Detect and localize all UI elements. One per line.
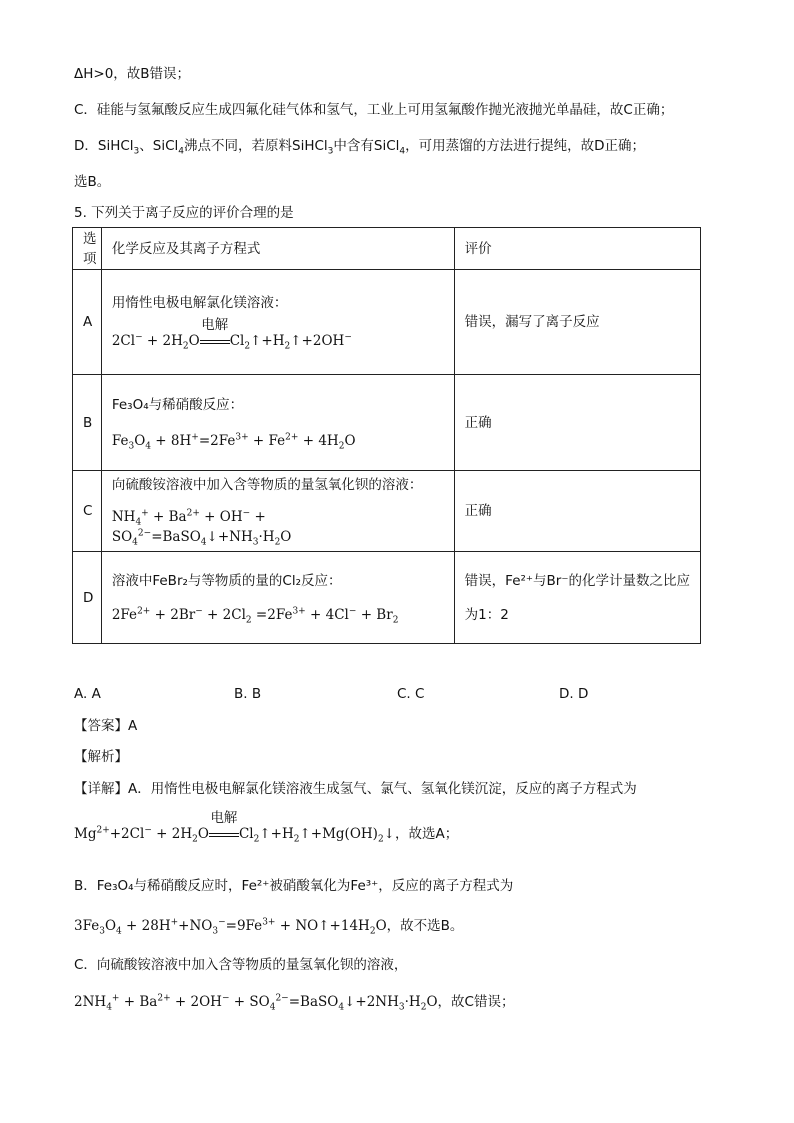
reaction-equation: $NH_4^+ + Ba^{2+} + OH^-$ + $SO_4^{2-}=BaSO_4↓+NH_3\cdot H_2O$ bbox=[111, 508, 292, 548]
intro-line-1: ΔH>0，故B错误； bbox=[74, 66, 191, 82]
row-evaluation: 错误，Fe²⁺与Br⁻的化学计量数之比应为1：2 bbox=[454, 552, 700, 644]
reaction-equation: $2Cl^- + 2H_2O$ 电解 $Cl_2↑+H_2↑+2OH^-$ bbox=[111, 317, 352, 352]
row-reaction bbox=[101, 471, 454, 552]
table-row bbox=[73, 270, 701, 375]
row-evaluation: 正确 bbox=[454, 471, 700, 552]
reaction-equation: $Fe_3O_4 + 8H^+=2Fe^{3+} + Fe^{2+} + 4H_2O$ bbox=[111, 432, 356, 452]
row-reaction bbox=[101, 375, 454, 471]
table-row bbox=[73, 471, 701, 552]
detail-c: C．向硫酸铵溶液中加入含等物质的量氢氧化钡的溶液， bbox=[74, 957, 408, 973]
answer-line: 【答案】A bbox=[74, 718, 138, 734]
detail-c-equation: $2NH_4^+ + Ba^{2+} + 2OH^-$ + $SO_4^{2-}=BaSO_4↓+2NH_3\cdot H_2O$，故C错误； bbox=[74, 993, 515, 1013]
detail-a: 【详解】A．用惰性电极电解氯化镁溶液生成氢气、氯气、氢氧化镁沉淀，反应的离子方程式为 bbox=[74, 781, 637, 797]
choice-b: B. B bbox=[234, 686, 262, 702]
electrolysis-condition: 电解 bbox=[209, 824, 239, 844]
row-option: A bbox=[73, 270, 102, 375]
choice-a: A. A bbox=[74, 686, 101, 702]
detail-b: B．Fe₃O₄与稀硝酸反应时，Fe²⁺被硝酸氧化为Fe³⁺，反应的离子方程式为 bbox=[74, 878, 514, 894]
intro-line-2: C．硅能与氢氟酸反应生成四氟化硅气体和氢气，工业上可用氢氟酸作抛光液抛光单晶硅，故C正确； bbox=[74, 102, 674, 118]
reaction-description: 溶液中FeBr₂与等物质的量的Cl₂反应： bbox=[111, 572, 342, 589]
reaction-equation: $2Fe^{2+} + 2Br^- + 2Cl_2 =2Fe^{3+} + 4Cl^- + Br_2$ bbox=[111, 606, 399, 626]
table-header-row bbox=[73, 228, 701, 270]
detail-a-equation: $Mg^{2+}+2Cl^- + 2H_2O$ 电解 $Cl_2↑+H_2↑+Mg(OH)_2↓$，故选A； bbox=[74, 810, 459, 845]
row-evaluation: 正确 bbox=[454, 375, 700, 471]
detail-b-equation: $3Fe_3O_4 + 28H^++NO_3^-=9Fe^{3+}$ + $NO↑+14H_2O$，故不选B。 bbox=[74, 917, 464, 937]
header-evaluation: 评价 bbox=[454, 228, 700, 270]
electrolysis-condition: 电解 bbox=[200, 331, 230, 351]
row-option: C bbox=[73, 471, 102, 552]
row-reaction bbox=[101, 552, 454, 644]
table-row bbox=[73, 552, 701, 644]
intro-line-4: 选B。 bbox=[74, 174, 111, 190]
row-reaction bbox=[101, 270, 454, 375]
question-title: 5. 下列关于离子反应的评价合理的是 bbox=[74, 205, 294, 221]
table-row bbox=[73, 375, 701, 471]
reaction-description: 用惰性电极电解氯化镁溶液： bbox=[111, 295, 288, 311]
analysis-label: 【解析】 bbox=[74, 749, 128, 765]
intro-line-3: D．SiHCl$_3$、SiCl$_4$沸点不同，若原料SiHCl$_3$中含有SiCl$_4$，可用蒸馏的方法进行提纯，故D正确； bbox=[74, 138, 646, 157]
header-reaction: 化学反应及其离子方程式 bbox=[101, 228, 454, 270]
reaction-description: 向硫酸铵溶液中加入含等物质的量氢氧化钡的溶液： bbox=[111, 477, 423, 493]
row-option: B bbox=[73, 375, 102, 471]
question-table bbox=[72, 227, 701, 644]
choice-d: D. D bbox=[559, 686, 589, 702]
row-option: D bbox=[73, 552, 102, 644]
reaction-description: Fe₃O₄与稀硝酸反应： bbox=[111, 396, 244, 413]
row-evaluation: 错误，漏写了离子反应 bbox=[454, 270, 700, 375]
choice-c: C. C bbox=[397, 686, 425, 702]
header-option: 选项 bbox=[73, 228, 102, 270]
